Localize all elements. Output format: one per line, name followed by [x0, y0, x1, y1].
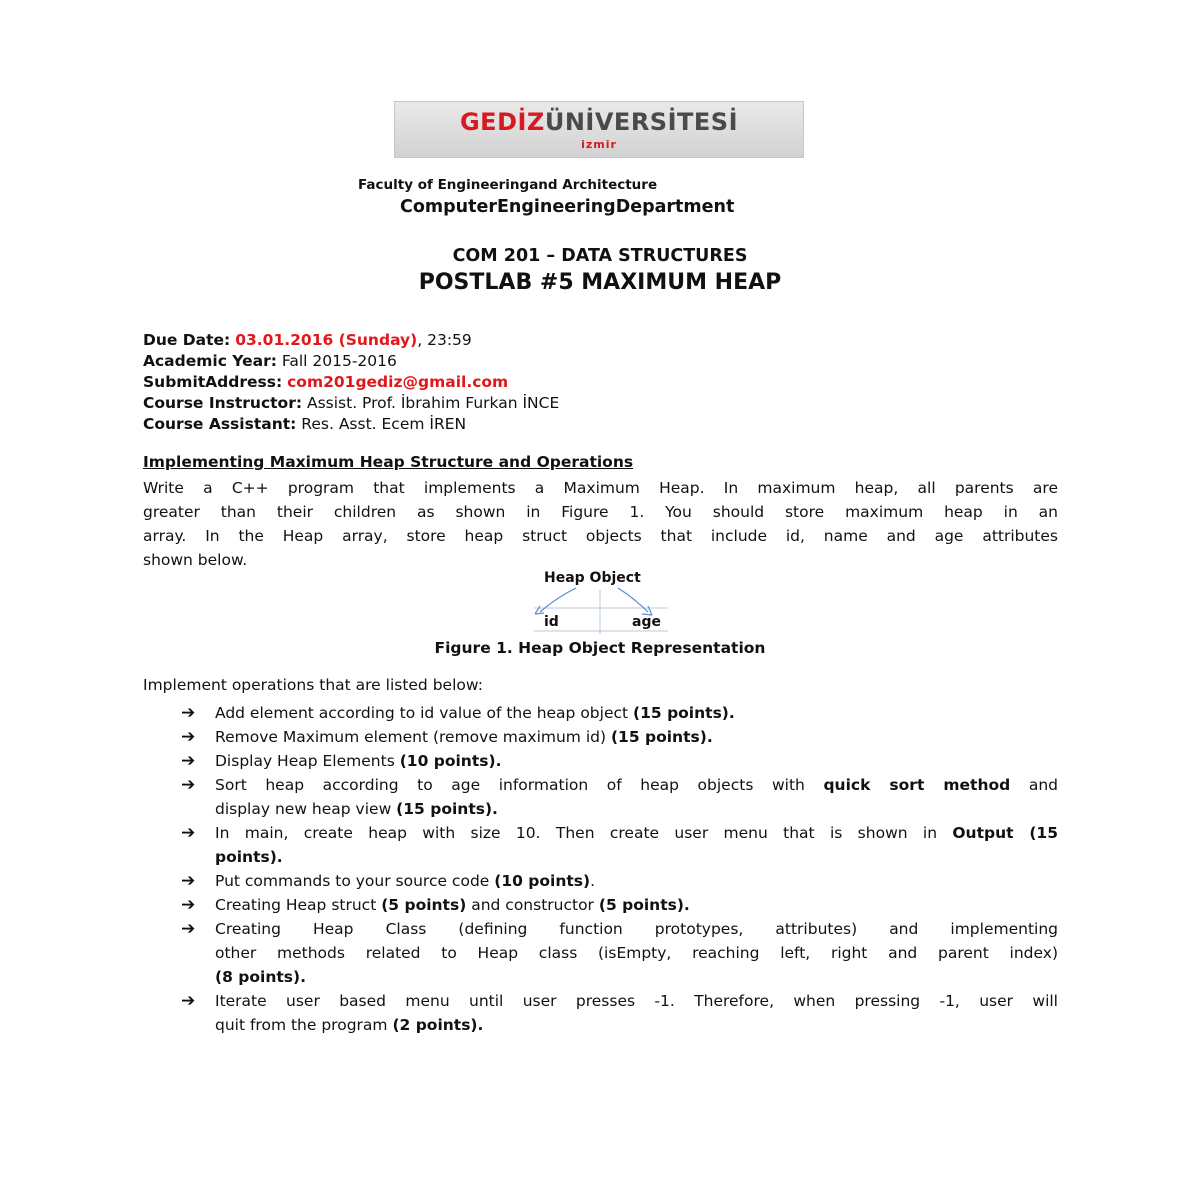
arrow-bullet-icon: ➔: [181, 727, 196, 747]
operation-segment: Creating Heap struct: [215, 896, 382, 914]
operation-line: [215, 965, 1058, 989]
operation-line: [215, 893, 1058, 917]
operation-line: [215, 773, 1058, 797]
points-text: (15 points).: [610, 728, 713, 746]
operation-segment: .: [590, 872, 596, 890]
due-date-line: [143, 331, 472, 349]
operation-segment: other methods related to Heap class (isEmpty, reaching left, right and parent index): [215, 944, 1058, 962]
operation-text: [215, 725, 1058, 749]
operation-text: [215, 701, 1058, 725]
operation-text: [215, 773, 1058, 821]
paragraph-line: Write a C++ program that implements a Maximum Heap. In maximum heap, all parents are: [143, 479, 1058, 497]
page-title: POSTLAB #5 MAXIMUM HEAP: [418, 270, 782, 295]
operation-line: [215, 725, 1058, 749]
instructor-value: Assist. Prof. İbrahim Furkan İNCE: [306, 394, 560, 412]
operation-segment: Creating Heap Class (defining function prototypes, attributes) and implementing: [215, 920, 1058, 938]
operation-segment: Put commands to your source code: [215, 872, 495, 890]
points-text: points).: [215, 848, 283, 866]
academic-year-label: Academic Year:: [143, 352, 277, 370]
arrow-bullet-icon: ➔: [181, 703, 196, 723]
operation-segment: In main, create heap with size 10. Then create user menu that is shown in: [215, 824, 953, 842]
assistant-line: [143, 415, 466, 433]
academic-year-value: Fall 2015-2016: [281, 352, 397, 370]
paragraph-line: array. In the Heap array, store heap struct objects that include id, name and age attributes: [143, 527, 1058, 545]
section-heading: Implementing Maximum Heap Structure and Operations: [143, 453, 634, 471]
arrow-bullet-icon: ➔: [181, 775, 196, 795]
operation-line: [215, 941, 1058, 965]
operation-line: [215, 701, 1058, 725]
operations-intro: Implement operations that are listed below:: [143, 676, 483, 694]
operation-segment: display new heap view: [215, 800, 397, 818]
operation-line: [215, 749, 1058, 773]
department-name: ComputerEngineeringDepartment: [400, 197, 735, 217]
figure-title: Heap Object: [544, 570, 641, 586]
operation-segment: and constructor: [466, 896, 599, 914]
arrow-bullet-icon: ➔: [181, 871, 196, 891]
heap-object-figure: [534, 570, 674, 636]
points-text: (2 points).: [392, 1016, 484, 1034]
faculty-name: Faculty of Engineeringand Architecture: [358, 177, 658, 193]
operation-text: [215, 989, 1058, 1037]
figure-field-id: id: [544, 614, 559, 630]
points-text: (10 points): [494, 872, 591, 890]
operation-line: [215, 989, 1058, 1013]
course-title: COM 201 – DATA STRUCTURES: [452, 246, 748, 266]
operation-segment: Iterate user based menu until user presses -1. Therefore, when pressing -1, user will: [215, 992, 1058, 1010]
arrow-bullet-icon: ➔: [181, 895, 196, 915]
paragraph-line: shown below.: [143, 551, 248, 569]
points-text: (5 points): [381, 896, 467, 914]
operation-line: [215, 845, 1058, 869]
points-text: (15 points).: [396, 800, 498, 818]
submit-address-line: [143, 373, 508, 391]
arrow-bullet-icon: ➔: [181, 751, 196, 771]
points-text: quick sort method: [823, 776, 1011, 794]
instructor-line: [143, 394, 559, 412]
operation-text: [215, 821, 1058, 869]
due-date-value: 03.01.2016 (Sunday): [235, 331, 418, 349]
description-paragraph: [143, 476, 1058, 572]
figure-field-age: age: [632, 614, 661, 630]
assistant-value: Res. Asst. Ecem İREN: [301, 415, 467, 433]
operation-segment: Add element according to id value of the heap object: [215, 704, 634, 722]
operation-line: [215, 821, 1058, 845]
operation-segment: Display Heap Elements: [215, 752, 400, 770]
submit-email-link[interactable]: com201gediz@gmail.com: [287, 373, 509, 391]
operation-text: [215, 749, 1058, 773]
submit-address-label: SubmitAddress:: [143, 373, 283, 391]
points-text: (5 points).: [598, 896, 690, 914]
paragraph-line: greater than their children as shown in Figure 1. You should store maximum heap in an: [143, 503, 1058, 521]
logo-city: izmir: [581, 138, 617, 151]
operation-text: [215, 917, 1058, 989]
due-date-label: Due Date:: [143, 331, 231, 349]
due-time: , 23:59: [417, 331, 472, 349]
operation-line: [215, 917, 1058, 941]
operation-line: [215, 797, 1058, 821]
operation-segment: Sort heap according to age information of heap objects with: [215, 776, 824, 794]
points-text: Output (15: [952, 824, 1058, 842]
arrow-bullet-icon: ➔: [181, 823, 196, 843]
operation-segment: Remove Maximum element (remove maximum id): [215, 728, 611, 746]
logo-wordmark: [395, 108, 803, 136]
logo-dark-text: ÜNİVERSİTESİ: [544, 108, 738, 136]
academic-year-line: [143, 352, 397, 370]
assistant-label: Course Assistant:: [143, 415, 297, 433]
points-text: (10 points).: [399, 752, 502, 770]
arrow-bullet-icon: ➔: [181, 991, 196, 1011]
operation-segment: and: [1010, 776, 1058, 794]
points-text: (8 points).: [215, 968, 306, 986]
operation-line: [215, 869, 1058, 893]
logo-red-text: GEDİZ: [459, 108, 545, 136]
instructor-label: Course Instructor:: [143, 394, 303, 412]
operation-text: [215, 893, 1058, 917]
operation-segment: quit from the program: [215, 1016, 393, 1034]
arrow-bullet-icon: ➔: [181, 919, 196, 939]
points-text: (15 points).: [633, 704, 735, 722]
university-logo: [394, 101, 804, 158]
operation-text: [215, 869, 1058, 893]
figure-caption: Figure 1. Heap Object Representation: [434, 639, 766, 657]
operation-line: [215, 1013, 1058, 1037]
